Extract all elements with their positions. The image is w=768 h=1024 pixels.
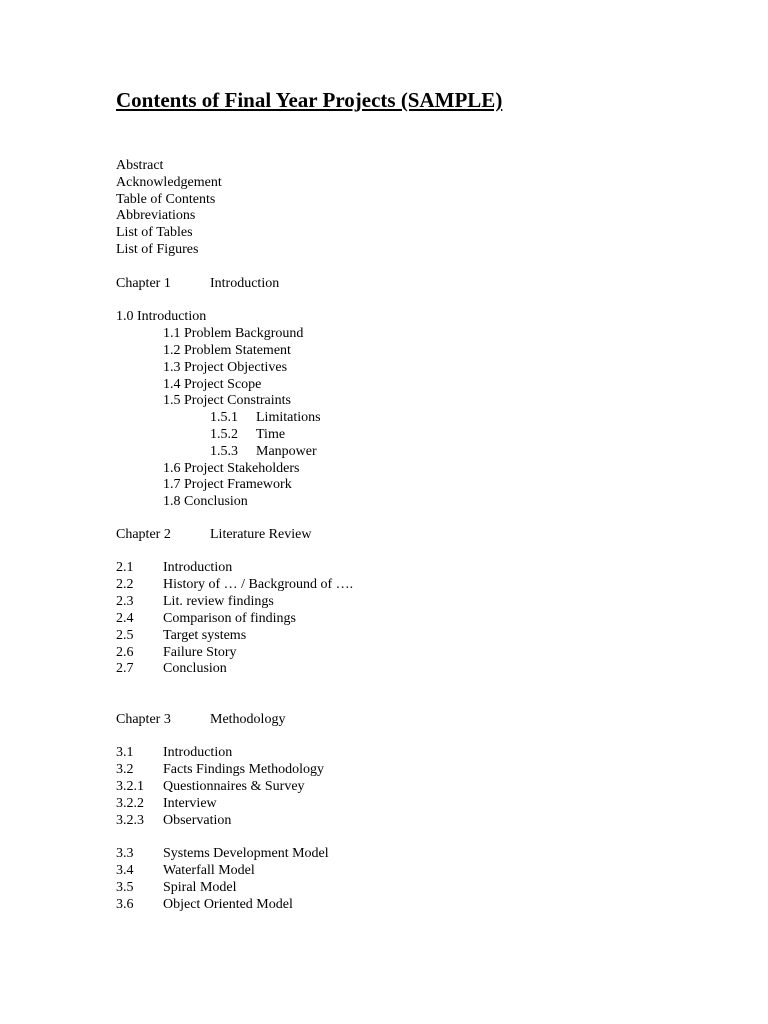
section-number: 3.6 [116,897,134,912]
section-number: 3.3 [116,846,134,861]
section-number: 2.5 [116,628,134,643]
section-text: Interview [163,796,217,811]
section-number: 2.7 [116,661,134,676]
section-item: 1.4 Project Scope [163,377,262,392]
section-text: Object Oriented Model [163,897,293,912]
section-item: 1.7 Project Framework [163,477,292,492]
section-text: Waterfall Model [163,863,255,878]
subsection-number: 1.5.1 [210,410,238,425]
section-number: 2.3 [116,594,134,609]
chapter-title: Introduction [210,276,280,291]
section-text: Introduction [163,745,233,760]
section-item: 1.3 Project Objectives [163,360,288,375]
section-number: 3.4 [116,863,134,878]
section-text: History of … / Background of …. [163,577,354,592]
section-text: Target systems [163,628,247,643]
chapter-label: Chapter 2 [116,527,171,542]
section-item: 1.5 Project Constraints [163,393,291,408]
section-number: 2.1 [116,560,134,575]
section-item: 1.8 Conclusion [163,494,248,509]
front-matter-item: Table of Contents [116,192,216,207]
section-text: Lit. review findings [163,594,274,609]
section-number: 3.2 [116,762,134,777]
page-title: Contents of Final Year Projects (SAMPLE) [116,88,503,112]
section-text: Facts Findings Methodology [163,762,325,777]
section-text: Spiral Model [163,880,237,895]
chapter-label: Chapter 3 [116,712,171,727]
section-number: 3.1 [116,745,134,760]
section-text: Failure Story [163,645,237,660]
section-text: Introduction [163,560,233,575]
section-number: 2.2 [116,577,134,592]
subsection-number: 1.5.2 [210,427,238,442]
section-number: 3.2.1 [116,779,144,794]
section-text: Systems Development Model [163,846,329,861]
section-number: 3.5 [116,880,134,895]
section-item: 1.6 Project Stakeholders [163,461,300,476]
section-item: 1.2 Problem Statement [163,343,291,358]
subsection-number: 1.5.3 [210,444,238,459]
section-text: Conclusion [163,661,227,676]
front-matter-item: List of Figures [116,242,199,257]
section-heading: 1.0 Introduction [116,309,207,324]
section-text: Observation [163,813,232,828]
section-text: Questionnaires & Survey [163,779,305,794]
front-matter-item: Acknowledgement [116,175,222,190]
section-number: 2.6 [116,645,134,660]
subsection-text: Limitations [256,410,321,425]
front-matter-item: Abstract [116,158,164,173]
section-number: 3.2.3 [116,813,144,828]
section-number: 2.4 [116,611,134,626]
section-text: Comparison of findings [163,611,296,626]
front-matter-item: Abbreviations [116,208,196,223]
subsection-text: Time [256,427,286,442]
front-matter-item: List of Tables [116,225,193,240]
section-number: 3.2.2 [116,796,144,811]
subsection-text: Manpower [256,444,317,459]
chapter-title: Literature Review [210,527,312,542]
chapter-label: Chapter 1 [116,276,171,291]
chapter-title: Methodology [210,712,286,727]
section-item: 1.1 Problem Background [163,326,304,341]
